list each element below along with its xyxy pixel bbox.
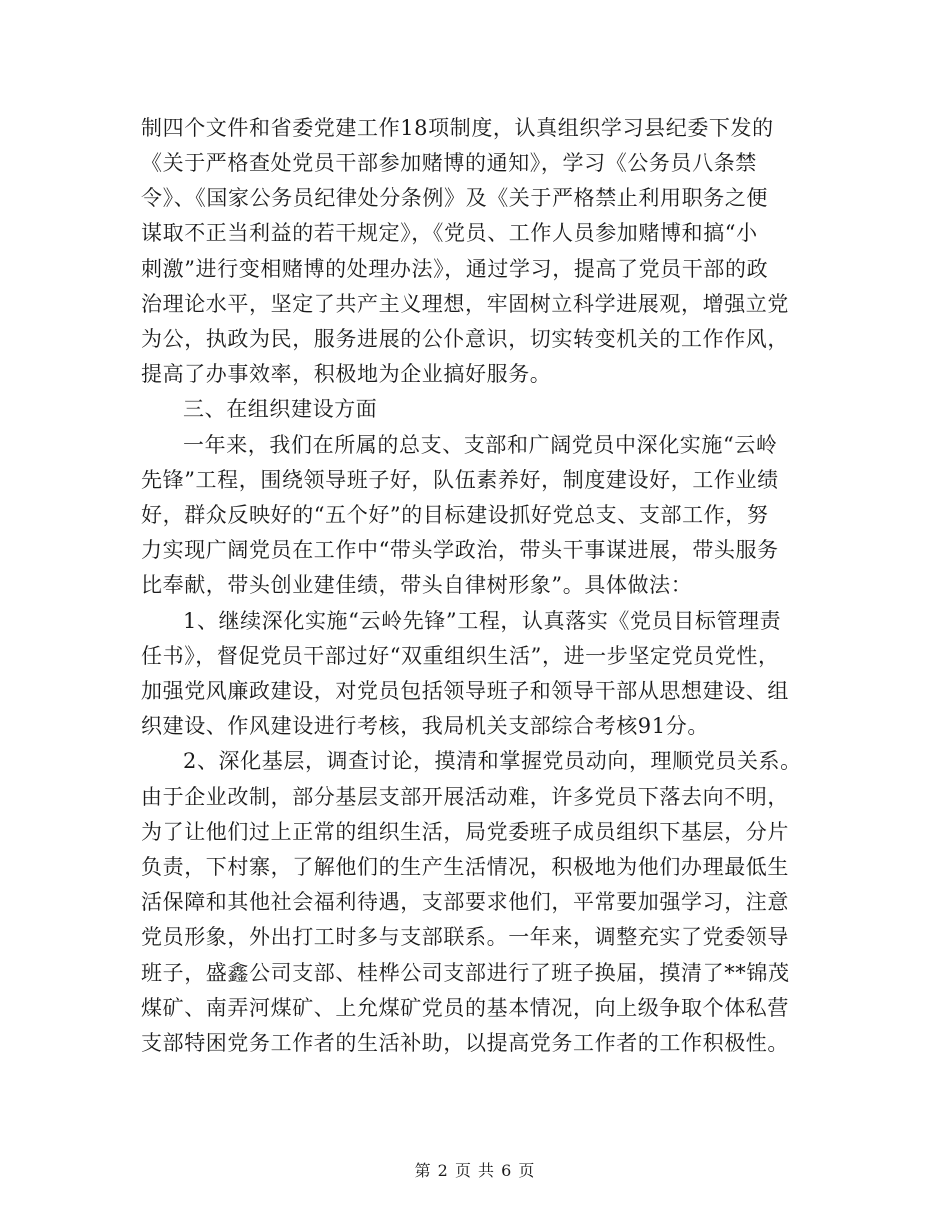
body-line: 为了让他们过上正常的组织生活，局党委班子成员组织下基层，分片 xyxy=(141,820,789,844)
paragraph-first-line: 1、继续深化实施“云岭先锋”工程，认真落实《党员目标管理责 xyxy=(183,609,782,633)
body-line: 治理论水平，坚定了共产主义理想，牢固树立科学进展观，增强立党 xyxy=(141,292,789,316)
body-line: 负责，下村寨，了解他们的生产生活情况，积极地为他们办理最低生 xyxy=(141,855,789,879)
body-line: 任书》，督促党员干部过好“双重组织生活”，进一步坚定党员党性， xyxy=(141,644,780,668)
body-line: 党员形象，外出打工时多与支部联系。一年来，调整充实了党委领导 xyxy=(141,925,789,949)
body-line: 力实现广阔党员在工作中“带头学政治，带头干事谋进展，带头服务 xyxy=(141,538,779,562)
body-line: 先锋”工程，围绕领导班子好，队伍素养好，制度建设好，工作业绩 xyxy=(141,468,779,492)
paragraph-first-line: 2、深化基层，调查讨论，摸清和掌握党员动向，理顺党员关系。 xyxy=(183,749,802,773)
body-line: 好，群众反映好的“五个好”的目标建设抓好党总支、支部工作，努 xyxy=(141,503,769,527)
body-line: 刺激”进行变相赌博的处理办法》，通过学习，提高了党员干部的政 xyxy=(141,257,769,281)
body-line: 令》、《国家公务员纪律处分条例》及《关于严格禁止利用职务之便 xyxy=(141,186,768,210)
body-line: 谋取不正当利益的若干规定》，《党员、工作人员参加赌博和搞“小 xyxy=(141,221,758,245)
body-line: 为公，执政为民，服务进展的公仆意识，切实转变机关的工作作风， xyxy=(141,327,789,351)
body-line: 班子，盛鑫公司支部、桂桦公司支部进行了班子换届，摸清了**锦茂 xyxy=(141,961,790,985)
body-line: 支部特困党务工作者的生活补助，以提高党务工作者的工作积极性。 xyxy=(141,1031,789,1055)
body-line: 活保障和其他社会福利待遇，支部要求他们，平常要加强学习，注意 xyxy=(141,890,789,914)
body-line: 由于企业改制，部分基层支部开展活动难，许多党员下落去向不明， xyxy=(141,785,789,809)
body-line: 《关于严格查处党员干部参加赌博的通知》，学习《公务员八条禁 xyxy=(141,151,757,175)
body-line: 提高了办事效率，积极地为企业搞好服务。 xyxy=(141,362,552,386)
body-line: 制四个文件和省委党建工作18项制度，认真组织学习县纪委下发的 xyxy=(141,116,774,140)
body-line: 加强党风廉政建设，对党员包括领导班子和领导干部从思想建设、组 xyxy=(141,679,789,703)
body-line: 比奉献，带头创业建佳绩，带头自律树形象”。具体做法： xyxy=(141,573,693,597)
section-heading: 三、在组织建设方面 xyxy=(183,397,378,421)
body-line: 织建设、作风建设进行考核，我局机关支部综合考核91分。 xyxy=(141,714,709,738)
body-line: 煤矿、南弄河煤矿、上允煤矿党员的基本情况，向上级争取个体私营 xyxy=(141,996,789,1020)
paragraph-first-line: 一年来，我们在所属的总支、支部和广阔党员中深化实施“云岭 xyxy=(183,433,778,457)
page-number-footer: 第 2 页 共 6 页 xyxy=(414,1161,536,1180)
